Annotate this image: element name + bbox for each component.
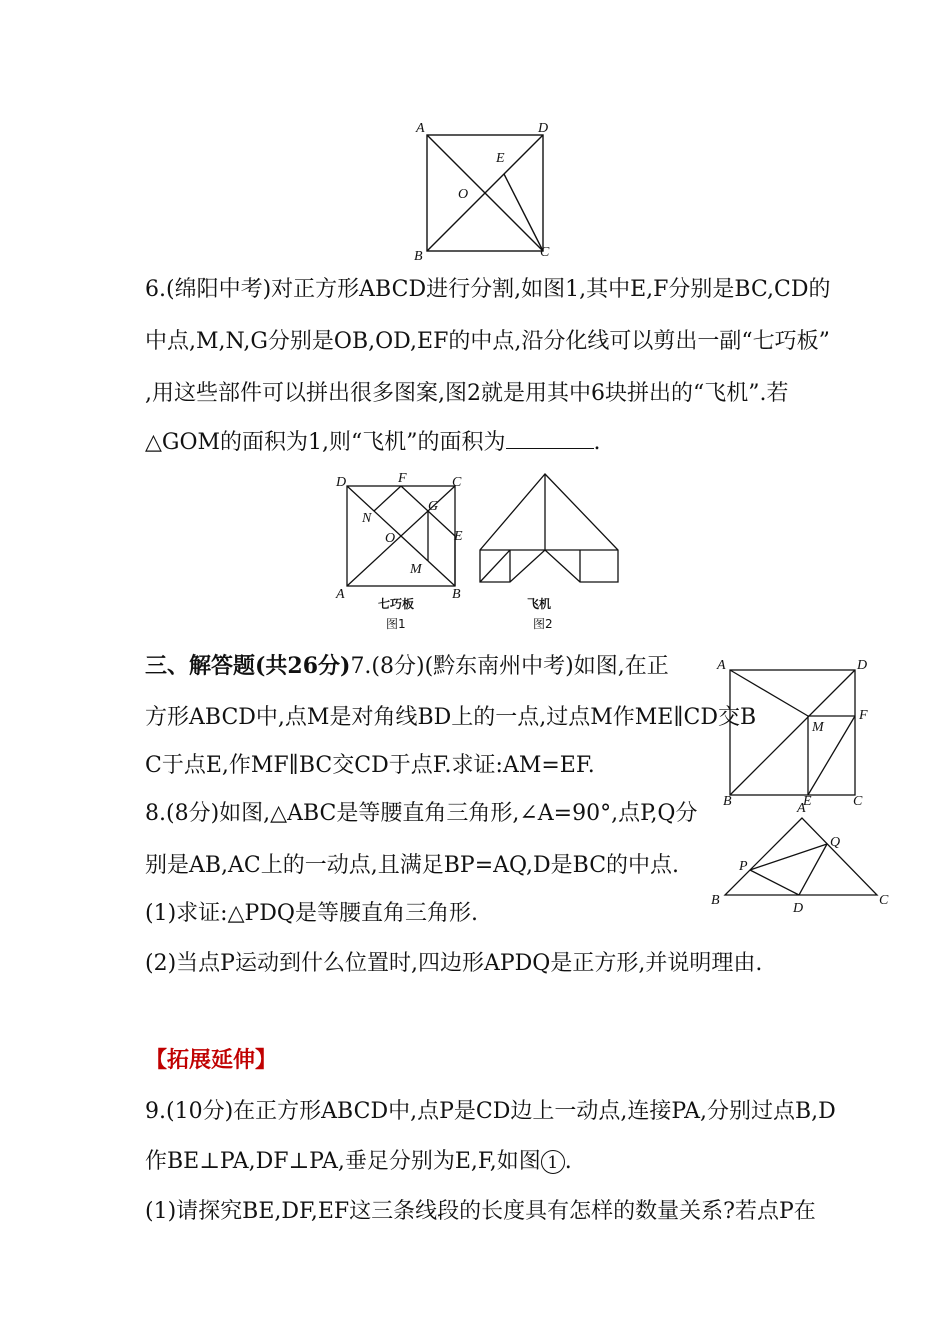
q7-line3: C于点E,作MF∥BC交CD于点F.求证:AM=EF. (145, 753, 595, 778)
q6-line2: 中点,M,N,G分别是OB,OD,EF的中点,沿分化线可以剪出一副“七巧板” (145, 329, 830, 354)
t-label-m: M (410, 562, 422, 577)
q8-label-q: Q (830, 835, 841, 850)
q8-label-b: B (711, 893, 720, 908)
tangram-figure (330, 470, 630, 640)
q7-label-d: D (857, 658, 868, 673)
t-label-c: C (452, 475, 462, 490)
label-o: O (458, 187, 469, 202)
q6-line4 (145, 428, 601, 457)
q9-line2-text: 作BE⊥PA,DF⊥PA,垂足分别为E,F,如图 (145, 1149, 541, 1174)
q7-label-a: A (717, 658, 726, 673)
label-d: D (538, 121, 549, 136)
caption-qiqiaoban: 七巧板 (378, 597, 415, 611)
segment-ec (504, 174, 543, 251)
q6-line4-end: . (593, 430, 601, 455)
section-title: 三、解答题(共26分) (145, 653, 351, 679)
q8-label-p: P (739, 859, 748, 874)
q7-diagonal-bd (730, 670, 855, 795)
label-c: C (540, 245, 550, 260)
tangram-mb (428, 561, 455, 586)
top-square-figure (410, 118, 570, 268)
label-e: E (496, 151, 505, 166)
caption-fig1: 图1 (386, 617, 406, 631)
t-label-d: D (336, 475, 347, 490)
q6-line1: 6.(绵阳中考)对正方形ABCD进行分割,如图1,其中E,F分别是BC,CD的 (145, 277, 831, 302)
q7-line1-text: 7.(8分)(黔东南州中考)如图,在正 (350, 654, 669, 679)
t-label-f: F (398, 471, 407, 486)
q8-line1: 8.(8分)如图,△ABC是等腰直角三角形,∠A=90°,点P,Q分 (145, 801, 698, 826)
plane-outline (480, 474, 618, 582)
q7-figure (715, 655, 885, 809)
tangram-nf (374, 486, 401, 511)
q8-figure (705, 800, 890, 915)
q9-line3: (1)请探究BE,DF,EF这三条线段的长度具有怎样的数量关系?若点P在 (145, 1199, 816, 1224)
label-b: B (414, 249, 423, 264)
q8-label-d: D (793, 901, 804, 916)
answer-blank[interactable] (506, 428, 594, 449)
q9-line2-end: . (564, 1149, 572, 1174)
q8-label-a: A (797, 801, 806, 816)
q7-label-e: E (803, 794, 812, 809)
caption-fig2: 图2 (533, 617, 553, 631)
extension-title: 【拓展延伸】 (145, 1047, 278, 1073)
q7-label-b: B (723, 794, 732, 809)
q7-label-f: F (859, 708, 868, 723)
q8-label-c: C (879, 893, 889, 908)
q7-label-c: C (853, 794, 863, 809)
q8-line3: (1)求证:△PDQ是等腰直角三角形. (145, 901, 478, 926)
circled-number-1: 1 (541, 1150, 565, 1174)
q7-line1 (145, 652, 669, 681)
q8-line4: (2)当点P运动到什么位置时,四边形APDQ是正方形,并说明理由. (145, 951, 763, 976)
t-label-n: N (362, 511, 372, 526)
q7-label-m: M (812, 720, 824, 735)
q7-am (730, 670, 808, 716)
t-label-a: A (336, 587, 345, 602)
tangram-om (401, 536, 428, 561)
q9-line1: 9.(10分)在正方形ABCD中,点P是CD边上一动点,连接PA,分别过点B,D (145, 1099, 836, 1124)
t-label-o: O (385, 531, 396, 546)
q8-pd (750, 870, 799, 895)
q7-line2: 方形ABCD中,点M是对角线BD上的一点,过点M作ME∥CD交B (145, 705, 757, 730)
q9-line2 (145, 1148, 572, 1176)
q8-line2: 别是AB,AC上的一动点,且满足BP=AQ,D是BC的中点. (145, 853, 680, 878)
caption-feiji: 飞机 (527, 597, 552, 611)
t-label-g: G (428, 499, 439, 514)
label-a: A (416, 121, 425, 136)
t-label-e: E (454, 529, 463, 544)
q6-line3: ,用这些部件可以拼出很多图案,图2就是用其中6块拼出的“飞机”.若 (145, 381, 789, 406)
plane-left-piece (480, 550, 510, 582)
t-label-b: B (452, 587, 461, 602)
q6-line4-text: △GOM的面积为1,则“飞机”的面积为 (145, 430, 506, 455)
q8-triangle-abc (725, 818, 877, 895)
